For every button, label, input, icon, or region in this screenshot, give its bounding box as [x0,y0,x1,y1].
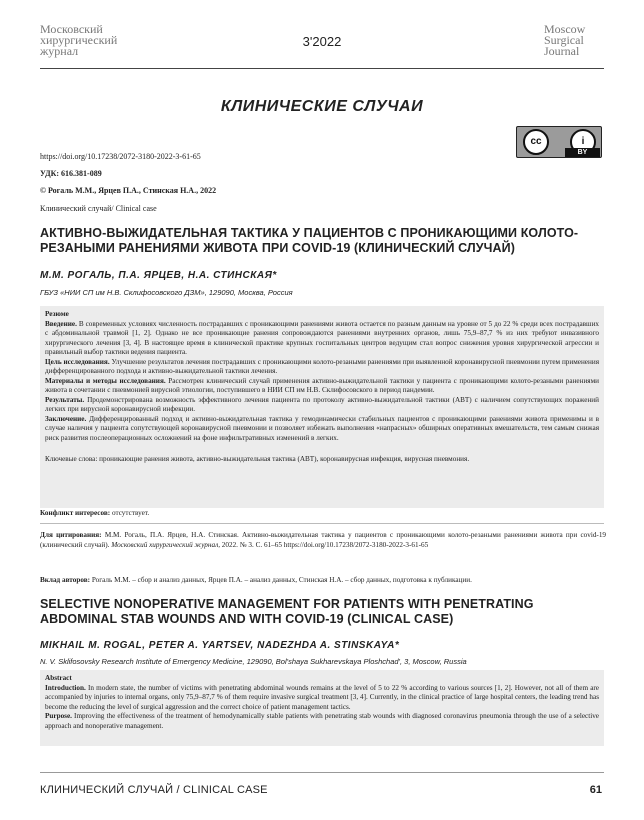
conclusion-ru: Заключение. Дифференцированный подход и активно-выжидательная тактика у гемодинамически стабильных пациентов с проникающими ранениями живота применимы и в случае наличия у пациента сопутствующей коронавирусной пневмонии и позволяет избежать выполнения «напрасных» обширных оперативных вмешательств, тем самым снижая риск развития послеоперационных осложнений на фоне инфильтративных изменений в легких. [45,414,600,442]
logo-ru-line3: журнал [40,44,79,58]
header-divider [40,68,604,69]
article-title-ru: АКТИВНО-ВЫЖИДАТЕЛЬНАЯ ТАКТИКА У ПАЦИЕНТОВ С ПРОНИКАЮЩИМИ КОЛОТО-РЕЗАНЫМИ РАНЕНИЯМИ ЖИВОТА ПРИ COVID-19 (КЛИНИЧЕСКИЙ СЛУЧАЙ) [40,226,579,255]
logo-en-line2: Surgical [544,33,584,47]
purpose-en: Purpose. Improving the effectiveness of the treatment of hemodynamically stable patients with penetrating stab wounds with diagnosed coronavirus pneumonia through the use of a selective approach and nonoperative management. [45,712,599,730]
cc-icon: cc [523,129,549,155]
cc-by-license-badge[interactable] [516,126,602,158]
intro-en: Introduction. In modern state, the number of victims with penetrating abdominal wounds remains at the level of 5 to 22 % according to various sources [1, 2]. However, not all of them are accompanied by injuries to internal organs, only 75,9–87,7 % of them require invasive surgical treatment [3, 4]. Currently, in the clinical practice of large hospital centers, the leading trend has become the reducing the level of surgical aggression and the correct choice of patient management tactics. [45,683,600,711]
udc: УДК: 616.381-089 [40,169,102,178]
attribution-person-icon: i [570,129,596,155]
abstract-heading-en: Abstract [45,674,72,682]
authors-ru: М.М. РОГАЛЬ, П.А. ЯРЦЕВ, Н.А. СТИНСКАЯ* [40,270,277,281]
divider [40,523,604,524]
by-label: BY [565,148,600,157]
footer-section: КЛИНИЧЕСКИЙ СЛУЧАЙ / CLINICAL CASE [40,784,268,796]
author-contributions: Вклад авторов: Рогаль М.М. – сбор и анализ данных, Ярцев П.А. – анализ данных, Стинская Н.А. – сбор данных, подготовка к публикации. [40,576,472,584]
authors-en: MIKHAIL M. ROGAL, PETER A. YARTSEV, NADEZHDA A. STINSKAYA* [40,640,400,651]
aim-ru: Цель исследования. Улучшение результатов лечения пострадавших с проникающими колото-резаными ранениями при выявленной коронавирусной пневмонии путем применения дифференцированного подхода и активно-выжидательной тактики лечения. [45,357,600,375]
section-title: КЛИНИЧЕСКИЕ СЛУЧАИ [220,98,424,115]
abstract-heading-ru: Резюме [45,310,69,318]
logo-en-line3: Journal [544,44,580,58]
doi-link[interactable]: https://doi.org/10.17238/2072-3180-2022-3-61-65 [40,152,201,161]
affiliation-ru: ГБУЗ «НИИ СП им Н.В. Склифосовского ДЗМ», 129090, Москва, Россия [40,288,293,297]
issue-number: 3'2022 [302,34,342,49]
results-ru: Результаты. Продемонстрирована возможность эффективного лечения пациента по протоколу активно-выжидательной тактики (АВТ) с наличием сопутствующих поражений легких при вирусной коронавирусной инфекции. [45,395,599,413]
logo-ru-line1: Московский [40,22,103,36]
citation: Для цитирования: М.М. Рогаль, П.А. Ярцев, Н.А. Стинская. Активно-выжидательная тактика у пациентов с проникающими колото-резаными ранениями живота при covid-19 (клинический случай). Московский хирургический журнал, 2022. № 3. С. 61–65 https://doi.org/10.17238/2072-3180-2022-3-61-65 [40,531,607,549]
logo-ru-line2: хирургический [40,33,118,47]
conflict-of-interest: Конфликт интересов: отсутствует. [40,509,150,517]
abstract-ru [40,306,604,508]
affiliation-en: N. V. Sklifosovsky Research Institute of Emergency Medicine, 129090, Bol'shaya Sukharevskaya Ploshchad', 3, Moscow, Russia [40,657,467,666]
copyright: © Рогаль М.М., Ярцев П.А., Стинская Н.А., 2022 [40,186,217,195]
methods-ru: Материалы и методы исследования. Рассмотрен клинический случай применения активно-выжидательной тактики у пациента с проникающими колото-резаными ранениями живота в сочетании с пневмонией вирусной этиологии, поступившего в НИИ СП им Н.В. Склифосовского в период пандемии. [45,376,600,394]
keywords-ru: Ключевые слова: проникающие ранения живота, активно-выжидательная тактика (АВТ), коронавирусная инфекция, вирусная пневмония. [45,455,470,463]
footer-divider [40,772,604,773]
logo-en-line1: Moscow [544,22,586,36]
page-number: 61 [589,784,602,796]
intro-ru: Введение. В современных условиях численность пострадавших с проникающими ранениями живота остается по разным данным на уровне от 5 до 22 % среди всех пострадавших с абдоминальной травмой [1, 2]. Однако не все проникающие ранения сопровождаются ранениями внутренних органов, лишь 75,9–87,7 % из них требуют инвазивного хирургического лечения [3, 4]. В настоящее время в клинической практике крупных госпитальных центров ведущим стал вопрос снижения уровня хирургической агрессии и правильный выбор тактики ведения пациента. [45,319,600,356]
abstract-en [40,670,604,746]
journal-logo-en [544,24,604,57]
article-title-en: SELECTIVE NONOPERATIVE MANAGEMENT FOR PATIENTS WITH PENETRATING ABDOMINAL STAB WOUNDS AND WITH COVID-19 (CLINICAL CASE) [40,597,534,626]
article-type: Клинический случай/ Clinical case [40,204,157,213]
